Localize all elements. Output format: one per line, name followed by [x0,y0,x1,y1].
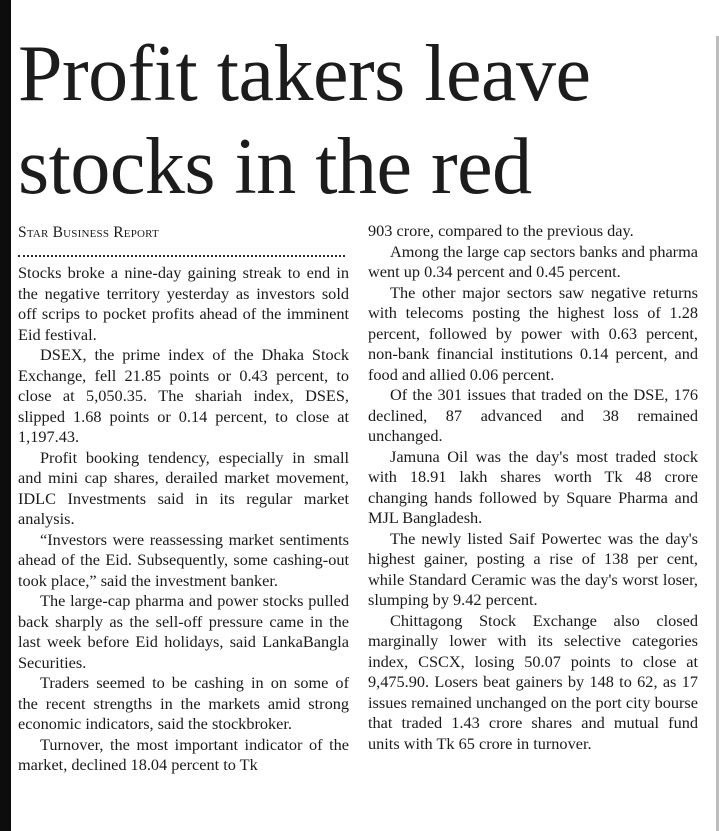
article-headline [18,28,718,214]
paragraph: Of the 301 issues that traded on the DSE, 176 declined, 87 advanced and 38 remained unchanged. [368,385,698,445]
paragraph: Jamuna Oil was the day's most traded stock with 18.91 lakh shares worth Tk 48 crore changing hands followed by Square Pharma and MJL Bangladesh. [368,446,698,527]
byline-dotted-rule [18,243,345,257]
paragraph: Among the large cap sectors banks and pharma went up 0.34 percent and 0.45 percent. [368,241,698,281]
paragraph: The large-cap pharma and power stocks pulled back sharply as the sell-off pressure came in the last week before Eid holidays, said LankaBangla Securities. [18,591,349,672]
paragraph: DSEX, the prime index of the Dhaka Stock Exchange, fell 21.85 points or 0.43 percent, to close at 5,050.35. The shariah index, DSES, slipped 1.68 points or 0.14 percent, to close at 1,197.43. [18,345,349,446]
paragraph: Chittagong Stock Exchange also closed marginally lower with its selective categories index, CSCX, losing 50.07 points to close at 9,475.90. Losers beat gainers by 148 to 62, as 17 issues remained unchanged on the port city bourse that traded 1.43 crore shares and mutual fund units with Tk 65 crore in turnover. [368,610,698,753]
article-column-left [18,223,349,776]
paragraph: Turnover, the most important indicator of the market, declined 18.04 percent to Tk [18,734,349,774]
headline-line-1: Profit takers leave [18,30,591,118]
byline: Star Business Report [18,224,159,241]
paragraph: The other major sectors saw negative returns with telecoms posting the highest loss of 1.28 percent, followed by power with 0.63 percent, non-bank financial institutions 0.14 percent, and food and allied 0.06 percent. [368,282,698,384]
paragraph: Profit booking tendency, especially in small and mini cap shares, derailed market movement, IDLC Investments said in its regular market analysis. [18,447,349,528]
paragraph: Traders seemed to be cashing in on some of the recent strengths in the markets amid strong economic indicators, said the stockbroker. [18,673,349,733]
paragraph: Stocks broke a nine-day gaining streak to end in the negative territory yesterday as investors sold off scrips to pocket profits ahead of the imminent Eid festival. [18,263,349,344]
page-edge-bar [0,0,11,831]
paragraph-continuation: 903 crore, compared to the previous day. [368,221,634,240]
article-column-right [368,221,698,754]
headline-line-2: stocks in the red [18,123,532,211]
paragraph: The newly listed Saif Powertec was the day's highest gainer, posting a rise of 138 per cent, while Standard Ceramic was the day's worst loser, slumping by 9.42 percent. [368,528,698,609]
paragraph: “Investors were reassessing market sentiments ahead of the Eid. Subsequently, some cashing-out took place,” said the investment banker. [18,529,349,590]
